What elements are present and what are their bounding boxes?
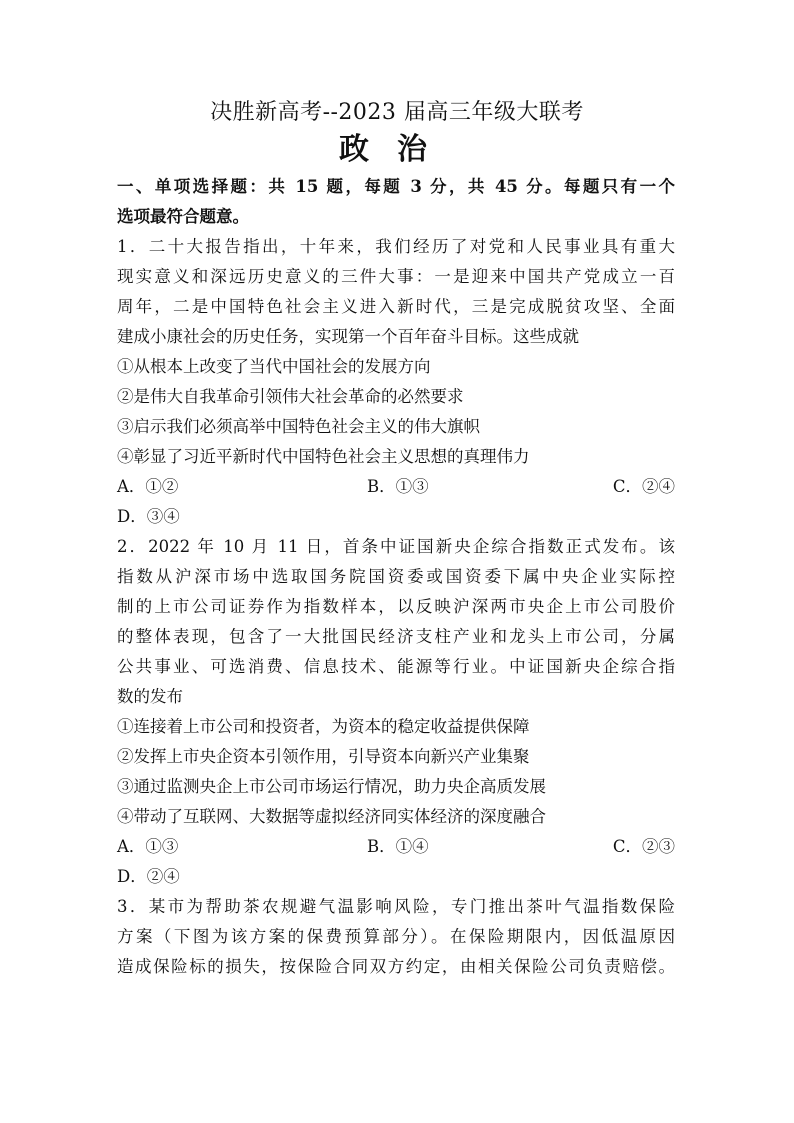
q3-stem-line-2: 方案（下图为该方案的保费预算部分）。在保险期限内，因低温原因 [117, 927, 675, 946]
section-heading-line-1: 一、单项选择题：共 15 题，每题 3 分，共 45 分。每题只有一个 [117, 177, 675, 196]
q2-stem-line-4: 的整体表现，包含了一大批国民经济支柱产业和龙头上市公司，分属 [117, 627, 675, 646]
q1-stem-line-3: 周年，二是中国特色社会主义进入新时代，三是完成脱贫攻坚、全面 [117, 297, 675, 316]
q2-option-c[interactable]: C．②③ [612, 837, 675, 856]
q2-stem-line-5: 公共事业、可选消费、信息技术、能源等行业。中证国新央企综合指 [117, 657, 675, 676]
q2-item-1: ①连接着上市公司和投资者，为资本的稳定收益提供保障 [117, 717, 530, 736]
q1-option-c[interactable]: C．②④ [612, 477, 675, 496]
q1-options-row [117, 472, 675, 502]
q2-stem-line-1: 2．2022 年 10 月 11 日，首条中证国新央企综合指数正式发布。该 [117, 537, 675, 556]
exam-title: 决胜新高考--2023 届高三年级大联考 [210, 100, 584, 125]
q2-option-b[interactable]: B．①④ [367, 837, 429, 856]
q2-item-2: ②发挥上市央企资本引领作用，引导资本向新兴产业集聚 [117, 747, 530, 766]
q2-item-4: ④带动了互联网、大数据等虚拟经济同实体经济的深度融合 [117, 807, 546, 826]
q2-stem-line-3: 制的上市公司证券作为指数样本，以反映沪深两市央企上市公司股价 [117, 597, 675, 616]
q2-stem-line-6: 数的发布 [117, 687, 183, 706]
q1-item-2: ②是伟大自我革命引领伟大社会革命的必然要求 [117, 387, 464, 406]
q1-option-a[interactable]: A．①② [117, 477, 179, 496]
q1-option-d[interactable]: D．③④ [117, 507, 180, 526]
q1-stem-line-1: 1．二十大报告指出，十年来，我们经历了对党和人民事业具有重大 [117, 237, 675, 256]
q1-stem-line-2: 现实意义和深远历史意义的三件大事：一是迎来中国共产党成立一百 [117, 267, 675, 286]
q1-item-3: ③启示我们必须高举中国特色社会主义的伟大旗帜 [117, 417, 480, 436]
q1-item-4: ④彰显了习近平新时代中国特色社会主义思想的真理伟力 [117, 447, 530, 466]
q1-item-1: ①从根本上改变了当代中国社会的发展方向 [117, 357, 431, 376]
exam-subject: 政治 [339, 132, 455, 167]
exam-content [117, 172, 675, 982]
q3-stem-line-3: 造成保险标的损失，按保险合同双方约定，由相关保险公司负责赔偿。 [117, 957, 675, 976]
q2-stem-line-2: 指数从沪深市场中选取国务院国资委或国资委下属中央企业实际控 [117, 567, 675, 586]
q1-option-b[interactable]: B．①③ [367, 477, 429, 496]
q2-item-3: ③通过监测央企上市公司市场运行情况，助力央企高质发展 [117, 777, 546, 796]
q2-option-a[interactable]: A．①③ [117, 837, 179, 856]
section-heading-line-2: 选项最符合题意。 [117, 207, 249, 226]
q3-stem-line-1: 3．某市为帮助茶农规避气温影响风险，专门推出茶叶气温指数保险 [117, 897, 675, 916]
q2-options-row [117, 832, 675, 862]
q1-stem-line-4: 建成小康社会的历史任务，实现第一个百年奋斗目标。这些成就 [117, 327, 579, 346]
q2-option-d[interactable]: D．②④ [117, 867, 180, 886]
